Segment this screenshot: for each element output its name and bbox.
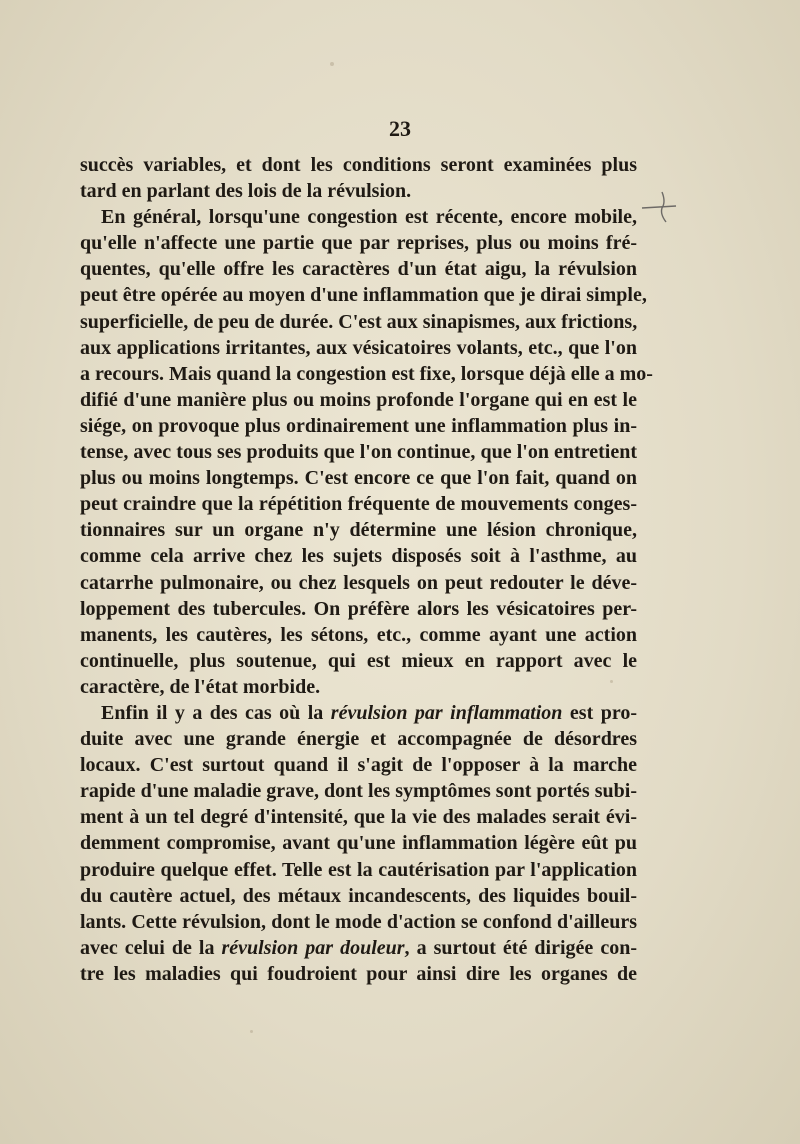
text-line: locaux. C'est surtout quand il s'agit de l'opposer à la marche <box>80 754 637 777</box>
text-run: avec celui de la <box>80 936 222 959</box>
body-text <box>80 152 653 987</box>
text-run: Enfin il y a des cas où la <box>101 701 331 724</box>
text-line: continuelle, plus soutenue, qui est mieux en rapport avec le <box>80 649 637 672</box>
text-line <box>80 700 637 726</box>
text-line: siége, on provoque plus ordinairement une inflammation plus in- <box>80 414 637 437</box>
text-line: tionnaires sur un organe n'y détermine une lésion chronique, <box>80 519 637 542</box>
text-line: rapide d'une maladie grave, dont les symptômes sont portés subi- <box>80 780 637 803</box>
text-run: est pro- <box>562 701 637 724</box>
text-line: catarrhe pulmonaire, ou chez lesquels on peut redouter le déve- <box>80 571 637 594</box>
text-line: qu'elle n'affecte une partie que par reprises, plus ou moins fré- <box>80 232 637 255</box>
text-line: difié d'une manière plus ou moins profonde l'organe qui en est le <box>80 388 637 411</box>
text-line: succès variables, et dont les conditions seront examinées plus <box>80 154 637 176</box>
text-line: duite avec une grande énergie et accompagnée de désordres <box>80 728 637 751</box>
text-line: En général, lorsqu'une congestion est récente, encore mobile, <box>101 206 637 229</box>
text-line: du cautère actuel, des métaux incandescents, des liquides bouil- <box>80 884 637 907</box>
text-line: produire quelque effet. Telle est la cautérisation par l'application <box>80 858 637 881</box>
text-line: manents, les cautères, les sétons, etc., comme ayant une action <box>80 623 637 646</box>
text-line: quentes, qu'elle offre les caractères d'un état aigu, la révulsion <box>80 258 637 281</box>
text-line <box>80 935 637 961</box>
pencil-mark-icon <box>640 188 680 224</box>
italic-term: révulsion par douleur <box>221 936 405 959</box>
text-line: caractère, de l'état morbide. <box>80 675 321 698</box>
text-line: peut craindre que la répétition fréquente de mouvements conges- <box>80 493 637 516</box>
text-line: ment à un tel degré d'intensité, que la vie des malades serait évi- <box>80 806 637 829</box>
text-run: , a surtout été dirigée con- <box>404 936 637 959</box>
text-line: tard en parlant des lois de la révulsion. <box>80 180 412 203</box>
text-line: comme cela arrive chez les sujets disposés soit à l'asthme, au <box>80 545 637 568</box>
text-line: aux applications irritantes, aux vésicatoires volants, etc., que l'on <box>80 336 637 359</box>
page-number: 23 <box>389 116 411 141</box>
paper-speck <box>330 62 334 66</box>
italic-term: révulsion par inflammation <box>330 701 563 724</box>
text-line: peut être opérée au moyen d'une inflammation que je dirai simple, <box>80 284 647 307</box>
text-line: plus ou moins longtemps. C'est encore ce que l'on fait, quand on <box>80 467 637 490</box>
text-line: superficielle, de peu de durée. C'est aux sinapismes, aux frictions, <box>80 310 638 333</box>
text-line: loppement des tubercules. On préfère alors les vésicatoires per- <box>80 597 637 620</box>
text-line: tense, avec tous ses produits que l'on continue, que l'on entretient <box>80 441 637 464</box>
text-line: lants. Cette révulsion, dont le mode d'action se confond d'ailleurs <box>80 910 637 933</box>
text-line: a recours. Mais quand la congestion est fixe, lorsque déjà elle a mo- <box>80 362 653 385</box>
text-line: demment compromise, avant qu'une inflammation légère eût pu <box>80 832 637 855</box>
text-line: tre les maladies qui foudroient pour ainsi dire les organes de <box>80 962 637 985</box>
paper-speck <box>250 1030 253 1033</box>
